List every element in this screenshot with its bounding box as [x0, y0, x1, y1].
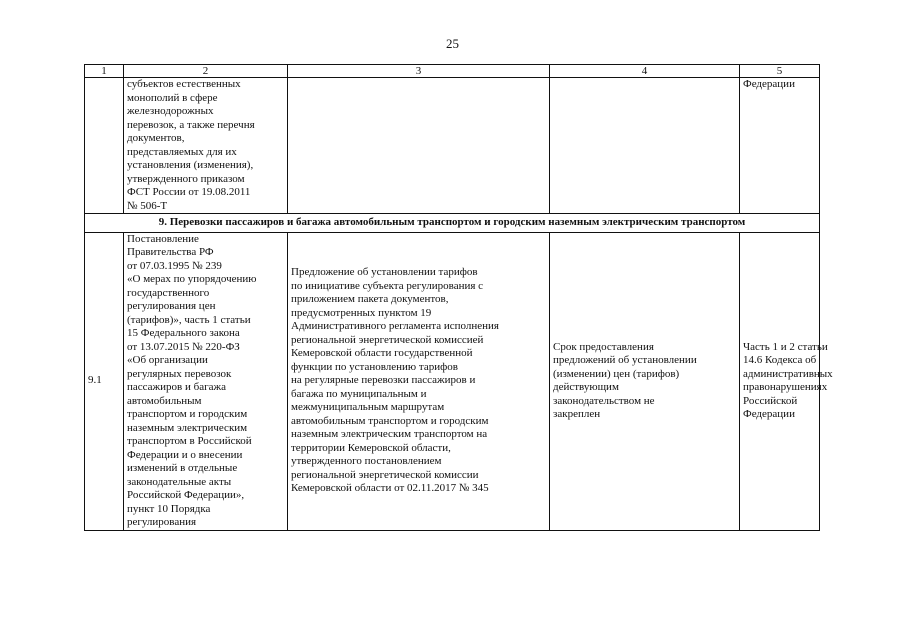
cell-text-line: Федерации [743, 78, 795, 90]
cell-text-line: приложением пакета документов, [291, 293, 449, 306]
page-number: 25 [446, 36, 459, 51]
cell-text-line: Постановление [127, 232, 199, 245]
continuation-liability-cell [740, 78, 820, 214]
cell-text-line: пассажиров и багажа [127, 381, 226, 393]
cell-text-line: от 13.07.2015 № 220-ФЗ [127, 340, 240, 353]
cell-text-line: автомобильным [127, 394, 202, 407]
cell-text-line: регулярных перевозок [127, 367, 232, 380]
cell-text-line: административных [743, 367, 833, 380]
cell-text-line: предусмотренных пунктом 19 [291, 306, 432, 319]
cell-text-line: территории Кемеровской области, [291, 441, 451, 454]
cell-text-line: представляемых для их [127, 145, 237, 158]
cell-text-line: от 07.03.1995 № 239 [127, 259, 222, 272]
cell-text-line: багажа по муниципальным и [291, 387, 427, 400]
cell-text-line: наземным электрическим транспортом на [291, 428, 488, 441]
cell-text-line: железнодорожных [127, 105, 214, 117]
cell-text-line: 14.6 Кодекса об [743, 354, 817, 366]
cell-text-line: предложений об установлении [553, 354, 697, 366]
cell-text-line: установления (изменения), [127, 159, 254, 171]
row-number: 9.1 [85, 232, 124, 530]
header-col-3: 3 [288, 65, 550, 78]
continuation-legal-basis-cell [124, 78, 288, 214]
cell-text-line: утвержденного постановлением [291, 455, 442, 468]
cell-text-line: транспортом и городским [127, 408, 248, 420]
cell-text-line: изменений в отдельные [127, 462, 238, 474]
cell-text-line: документов, [127, 132, 185, 144]
cell-text-line: 15 Федерального закона [127, 327, 240, 339]
cell-text-line: утвержденного приказом [127, 172, 245, 185]
cell-text-line: перевозок, а также перечня [127, 118, 255, 131]
cell-text-line: Административного регламента исполнения [291, 320, 499, 333]
cell-text-line: Российской Федерации», [127, 489, 245, 501]
continuation-deadline-cell [550, 78, 740, 214]
header-col-1: 1 [85, 65, 124, 78]
cell-text-line: на регулярные перевозки пассажиров и [291, 374, 476, 387]
cell-text-line: Российской [743, 394, 798, 407]
cell-text-line: Кемеровской области государственной [291, 347, 473, 360]
legal-basis-cell [124, 232, 288, 530]
cell-text-line: (тарифов)», часть 1 статьи [127, 313, 251, 326]
header-col-4: 4 [550, 65, 740, 78]
cell-text-line: региональной энергетической комиссией [291, 333, 484, 346]
cell-text-line: «О мерах по упорядочению [127, 273, 257, 285]
header-row [85, 65, 820, 78]
continuation-row [85, 78, 820, 214]
cell-text-line: регулирования [127, 516, 197, 528]
cell-text-line: Федерации и о внесении [127, 448, 243, 461]
table-row [85, 232, 820, 530]
header-col-2: 2 [124, 65, 288, 78]
cell-text-line: пункт 10 Порядка [127, 502, 211, 515]
continuation-documents-cell [288, 78, 550, 214]
cell-text-line: по инициативе субъекта регулирования с [291, 279, 484, 292]
header-col-5: 5 [740, 65, 820, 78]
cell-text-line: межмуниципальным маршрутам [291, 401, 445, 414]
cell-text-line: наземным электрическим [127, 421, 248, 434]
cell-text-line: Кемеровской области от 02.11.2017 № 345 [291, 482, 489, 495]
cell-text-line: правонарушениях [743, 381, 828, 393]
cell-text-line: Срок предоставления [553, 340, 654, 353]
cell-text-line: № 506-Т [127, 199, 168, 212]
cell-text-line: государственного [127, 286, 210, 299]
cell-text-line: законодательные акты [127, 475, 232, 488]
cell-text-line: транспортом в Российской [127, 435, 252, 447]
cell-text-line: регулирования цен [127, 300, 216, 312]
cell-text-line: Предложение об установлении тарифов [291, 266, 478, 279]
cell-text-line: субъектов естественных [127, 78, 241, 90]
continuation-number-cell [85, 78, 124, 214]
cell-text-line: действующим [553, 381, 619, 393]
cell-text-line: ФСТ России от 19.08.2011 [127, 186, 251, 198]
cell-text-line: (изменении) цен (тарифов) [553, 367, 680, 380]
documents-cell [288, 232, 550, 530]
cell-text-line: функции по установлению тарифов [291, 360, 458, 373]
cell-text-line: Правительства РФ [127, 246, 214, 258]
cell-text-line: закреплен [553, 408, 601, 420]
cell-text-line: Федерации [743, 408, 795, 420]
cell-text-line: «Об организации [127, 354, 208, 366]
regulation-table [84, 64, 833, 531]
deadline-cell [550, 232, 740, 530]
cell-text-line: законодательством не [553, 394, 655, 407]
cell-text-line: Часть 1 и 2 статьи [743, 340, 828, 353]
cell-text-line: региональной энергетической комиссии [291, 468, 479, 481]
cell-text-line: автомобильным транспортом и городским [291, 414, 489, 427]
liability-cell [740, 232, 833, 530]
section-title: 9. Перевозки пассажиров и багажа автомобильным транспортом и городским наземным электрическим транспортом [85, 214, 820, 233]
cell-text-line: монополий в сфере [127, 91, 218, 104]
section-heading-row [85, 214, 820, 233]
